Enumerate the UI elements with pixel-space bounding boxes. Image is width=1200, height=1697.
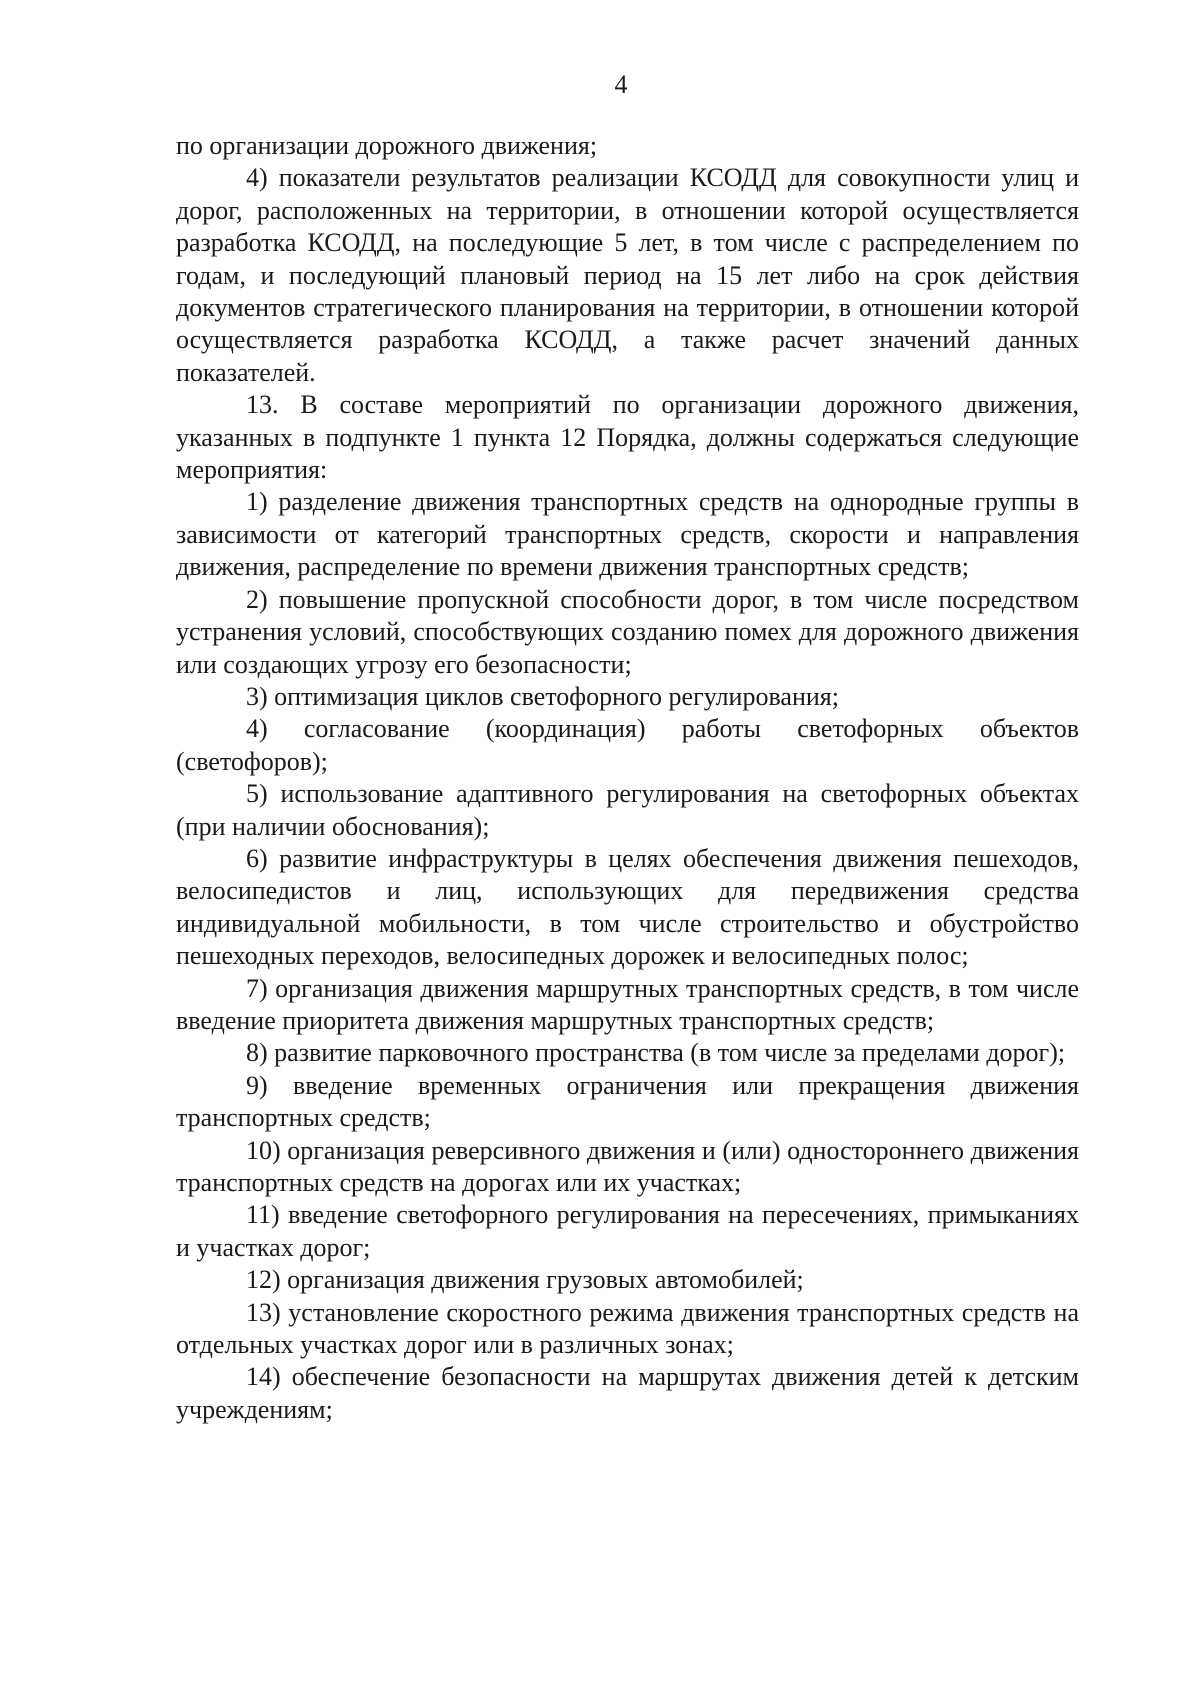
document-body (176, 130, 1079, 1426)
list-item-9: 9) введение временных ограничения или прекращения движения транспортных средств; (176, 1070, 1079, 1133)
list-item-5: 5) использование адаптивного регулирования на светофорных объектах (при наличии обоснования); (176, 779, 1079, 841)
paragraph-section-13: 13. В составе мероприятий по организации дорожного движения, указанных в подпункте 1 пункта 12 Порядка, должны содержаться следующие мероприятия: (176, 390, 1079, 485)
list-item-14: 14) обеспечение безопасности на маршрутах движения детей к детским учреждениям; (176, 1362, 1079, 1424)
list-item-2: 2) повышение пропускной способности дорог, в том числе посредством устранения условий, способствующих созданию помех для дорожного движения или создающих угрозу его безопасности; (176, 584, 1079, 679)
list-item-12: 12) организация движения грузовых автомобилей; (246, 1265, 804, 1295)
list-item-7: 7) организация движения маршрутных транспортных средств, в том числе введение приоритета движения маршрутных транспортных средств; (176, 973, 1079, 1035)
list-item-1: 1) разделение движения транспортных средств на однородные группы в зависимости от категорий транспортных средств, скорости и направления движения, распределение по времени движения транспортных средств; (176, 487, 1079, 582)
list-item-10: 10) организация реверсивного движения и (или) одностороннего движения транспортных средств на дорогах или их участках; (176, 1135, 1079, 1197)
list-item-6: 6) развитие инфраструктуры в целях обеспечения движения пешеходов, велосипедистов и лиц, использующих для передвижения средства индивидуальной мобильности, в том числе строительство и обустройство пешеходных переходов, велосипедных дорожек и велосипедных полос; (176, 843, 1079, 971)
page-number: 4 (614, 70, 628, 99)
paragraph-continuation: по организации дорожного движения; (176, 131, 598, 160)
paragraph-item-4-indicators: 4) показатели результатов реализации КСОДД для совокупности улиц и дорог, расположенных на территории, в отношении которой осуществляется разработка КСОДД, на последующие 5 лет, в том числе с распределением по годам, и последующий плановый период на 15 лет либо на срок действия документов стратегического планирования на территории, в отношении которой осуществляется разработка КСОДД, а также расчет значений данных показателей. (176, 163, 1079, 387)
list-item-11: 11) введение светофорного регулирования на пересечениях, примыканиях и участках дорог; (176, 1200, 1079, 1262)
list-item-8: 8) развитие парковочного пространства (в том числе за пределами дорог); (246, 1038, 1066, 1068)
list-item-13: 13) установление скоростного режима движения транспортных средств на отдельных участках дорог или в различных зонах; (176, 1297, 1079, 1360)
list-item-3: 3) оптимизация циклов светофорного регулирования; (246, 681, 839, 711)
list-item-4: 4) согласование (координация) работы светофорных объектов (светофоров); (176, 714, 1079, 776)
